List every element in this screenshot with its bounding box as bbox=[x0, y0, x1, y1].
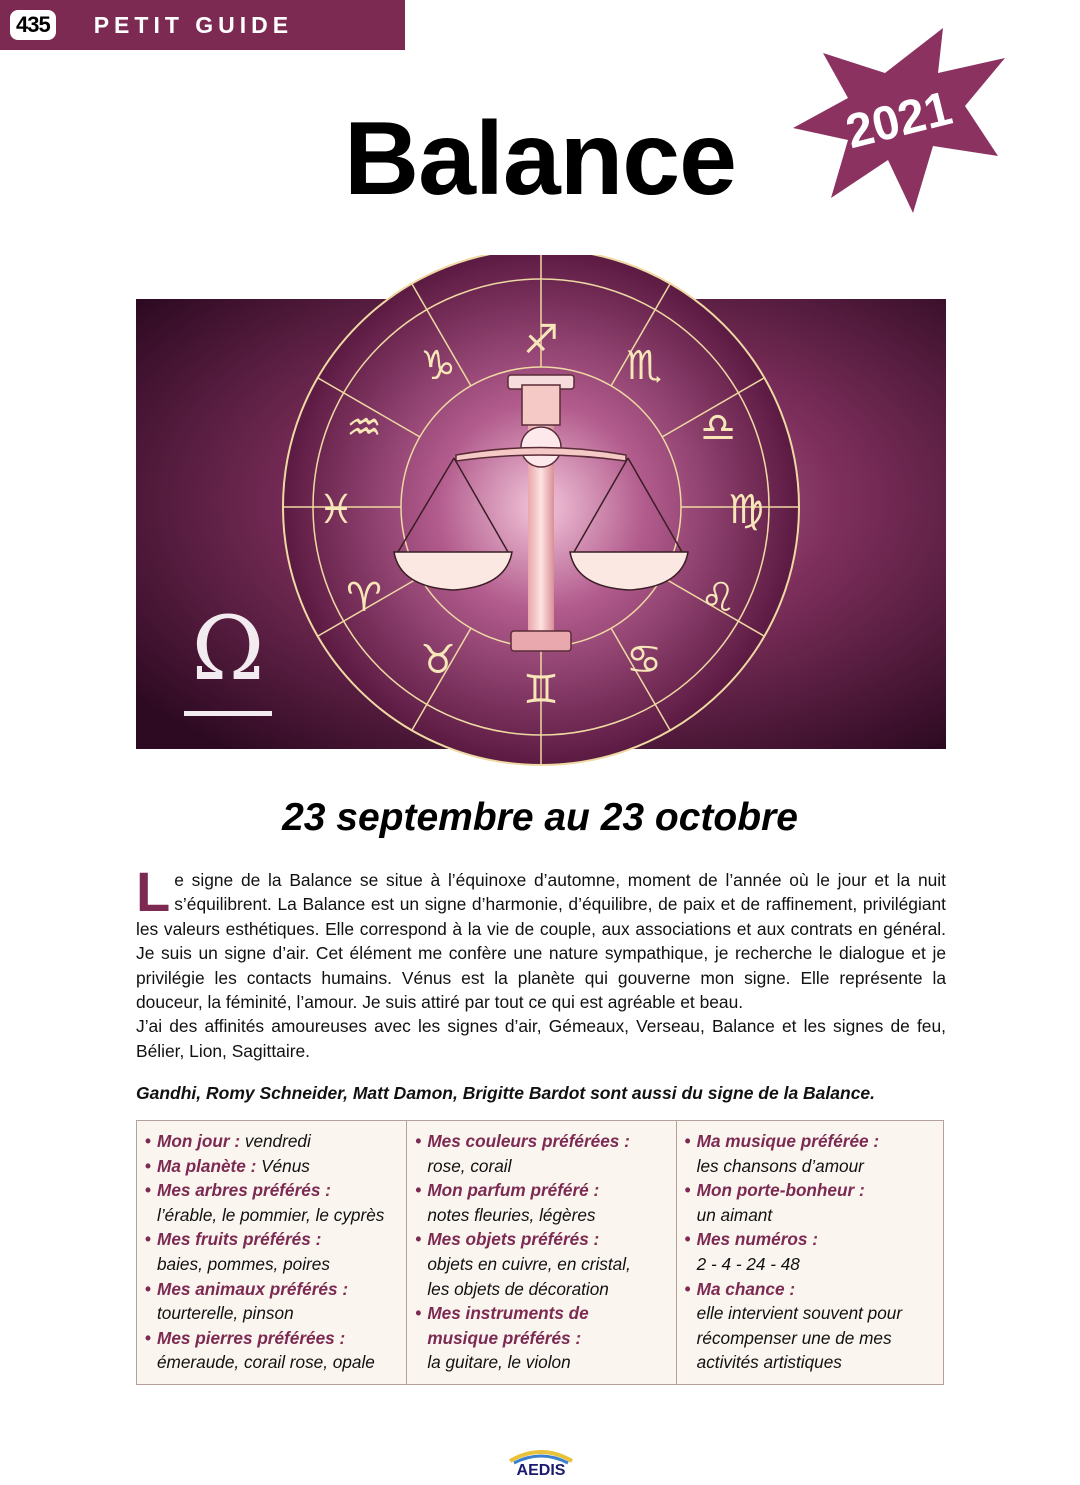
intro-paragraph-1: e signe de la Balance se situe à l’équinoxe d’automne, moment de l’année où le jour et la nuit s’équilibrent. La Balance est un signe d’harmonie, d’équilibre, de paix et de raffinement, privilégiant les valeurs esthétiques. Elle correspond à la vie de couple, aux associations et aux contrats en général. Je suis un signe d’air. Cet élément me confère une nature sympathique, je recherche le dialogue et je privilégie les contacts humains. Vénus est la planète qui gouverne mon signe. Elle représente la douceur, la féminité, l’amour. Je suis attiré par tout ce qui est agréable et beau. bbox=[136, 870, 946, 1013]
info-value: rose, corail bbox=[427, 1155, 512, 1176]
info-value: un aimant bbox=[696, 1204, 773, 1225]
celebrities-line: Gandhi, Romy Schneider, Matt Damon, Brigitte Bardot sont aussi du signe de la Balance. bbox=[136, 1083, 876, 1103]
info-item: • Mon porte-bonheur : bbox=[685, 1178, 943, 1203]
info-box bbox=[136, 1120, 944, 1385]
libra-symbol: Ω bbox=[191, 597, 265, 700]
info-value: l’érable, le pommier, le cyprès bbox=[157, 1204, 385, 1225]
publisher-logo bbox=[500, 1447, 582, 1477]
page-title: Balance bbox=[344, 101, 736, 217]
intro-text bbox=[136, 860, 946, 1063]
aquarius-icon: ♒ bbox=[346, 405, 382, 451]
info-value: tourterelle, pinson bbox=[157, 1303, 294, 1324]
pisces-icon: ♓ bbox=[318, 487, 354, 533]
info-value: objets en cuivre, en cristal, bbox=[427, 1253, 631, 1274]
info-item: • Mes numéros : bbox=[685, 1227, 943, 1252]
info-value: baies, pommes, poires bbox=[157, 1253, 330, 1274]
taurus-icon: ♉ bbox=[420, 637, 456, 683]
info-column-1 bbox=[137, 1121, 406, 1384]
info-item: • Mes pierres préférées : bbox=[145, 1326, 406, 1351]
info-value: la guitare, le violon bbox=[427, 1352, 571, 1373]
virgo-icon: ♍ bbox=[728, 487, 764, 533]
info-value: les objets de décoration bbox=[427, 1278, 609, 1299]
info-item: • Mon parfum préféré : bbox=[415, 1178, 675, 1203]
guide-number: 435 bbox=[10, 10, 56, 40]
aries-icon: ♈ bbox=[346, 575, 382, 621]
capricorn-icon: ♑ bbox=[420, 343, 456, 389]
year-text: 2021 bbox=[840, 81, 958, 160]
intro-paragraph-2: J’ai des affinités amoureuses avec les signes d’air, Gémeaux, Verseau, Balance et les signes de feu, Bélier, Lion, Sagittaire. bbox=[136, 1016, 946, 1061]
info-item: • Mes fruits préférés : bbox=[145, 1227, 406, 1252]
gemini-icon: ♊ bbox=[523, 667, 559, 713]
info-item: • Ma planète : Vénus bbox=[145, 1154, 406, 1179]
info-value: elle intervient souvent pour bbox=[696, 1303, 903, 1324]
info-label-continued: musique préférés : bbox=[427, 1327, 582, 1348]
zodiac-wheel-illustration bbox=[136, 255, 946, 767]
cancer-icon: ♋ bbox=[626, 637, 662, 683]
info-value: activités artistiques bbox=[696, 1352, 842, 1373]
scorpio-icon: ♏ bbox=[626, 343, 662, 389]
info-value: 2 - 4 - 24 - 48 bbox=[696, 1253, 800, 1274]
info-item: • Mes objets préférés : bbox=[415, 1227, 675, 1252]
info-value: notes fleuries, légères bbox=[427, 1204, 596, 1225]
libra-glyph-icon: ♎ bbox=[700, 405, 736, 451]
header-banner bbox=[0, 0, 405, 50]
info-item: • Ma chance : bbox=[685, 1277, 943, 1302]
guide-label: PETIT GUIDE bbox=[93, 11, 294, 38]
hero-illustration bbox=[136, 255, 946, 767]
info-value: les chansons d’amour bbox=[696, 1155, 864, 1176]
info-column-2 bbox=[406, 1121, 675, 1384]
info-item: • Ma musique préférée : bbox=[685, 1129, 943, 1154]
leo-icon: ♌ bbox=[700, 575, 736, 621]
info-item: • Mes couleurs préférées : bbox=[415, 1129, 675, 1154]
info-value: récompenser une de mes bbox=[696, 1327, 892, 1348]
info-item: • Mon jour : vendredi bbox=[145, 1129, 406, 1154]
info-item: • Mes instruments de bbox=[415, 1301, 675, 1326]
sagittarius-icon: ♐ bbox=[523, 317, 559, 363]
info-item: • Mes animaux préférés : bbox=[145, 1277, 406, 1302]
drop-cap: L bbox=[136, 860, 171, 923]
aedis-logo-icon bbox=[500, 1447, 582, 1477]
date-range: 23 septembre au 23 octobre bbox=[282, 796, 798, 839]
info-column-3 bbox=[676, 1121, 943, 1384]
svg-text:AEDIS: AEDIS bbox=[516, 1462, 566, 1477]
info-item: • Mes arbres préférés : bbox=[145, 1178, 406, 1203]
info-value: émeraude, corail rose, opale bbox=[157, 1352, 375, 1373]
